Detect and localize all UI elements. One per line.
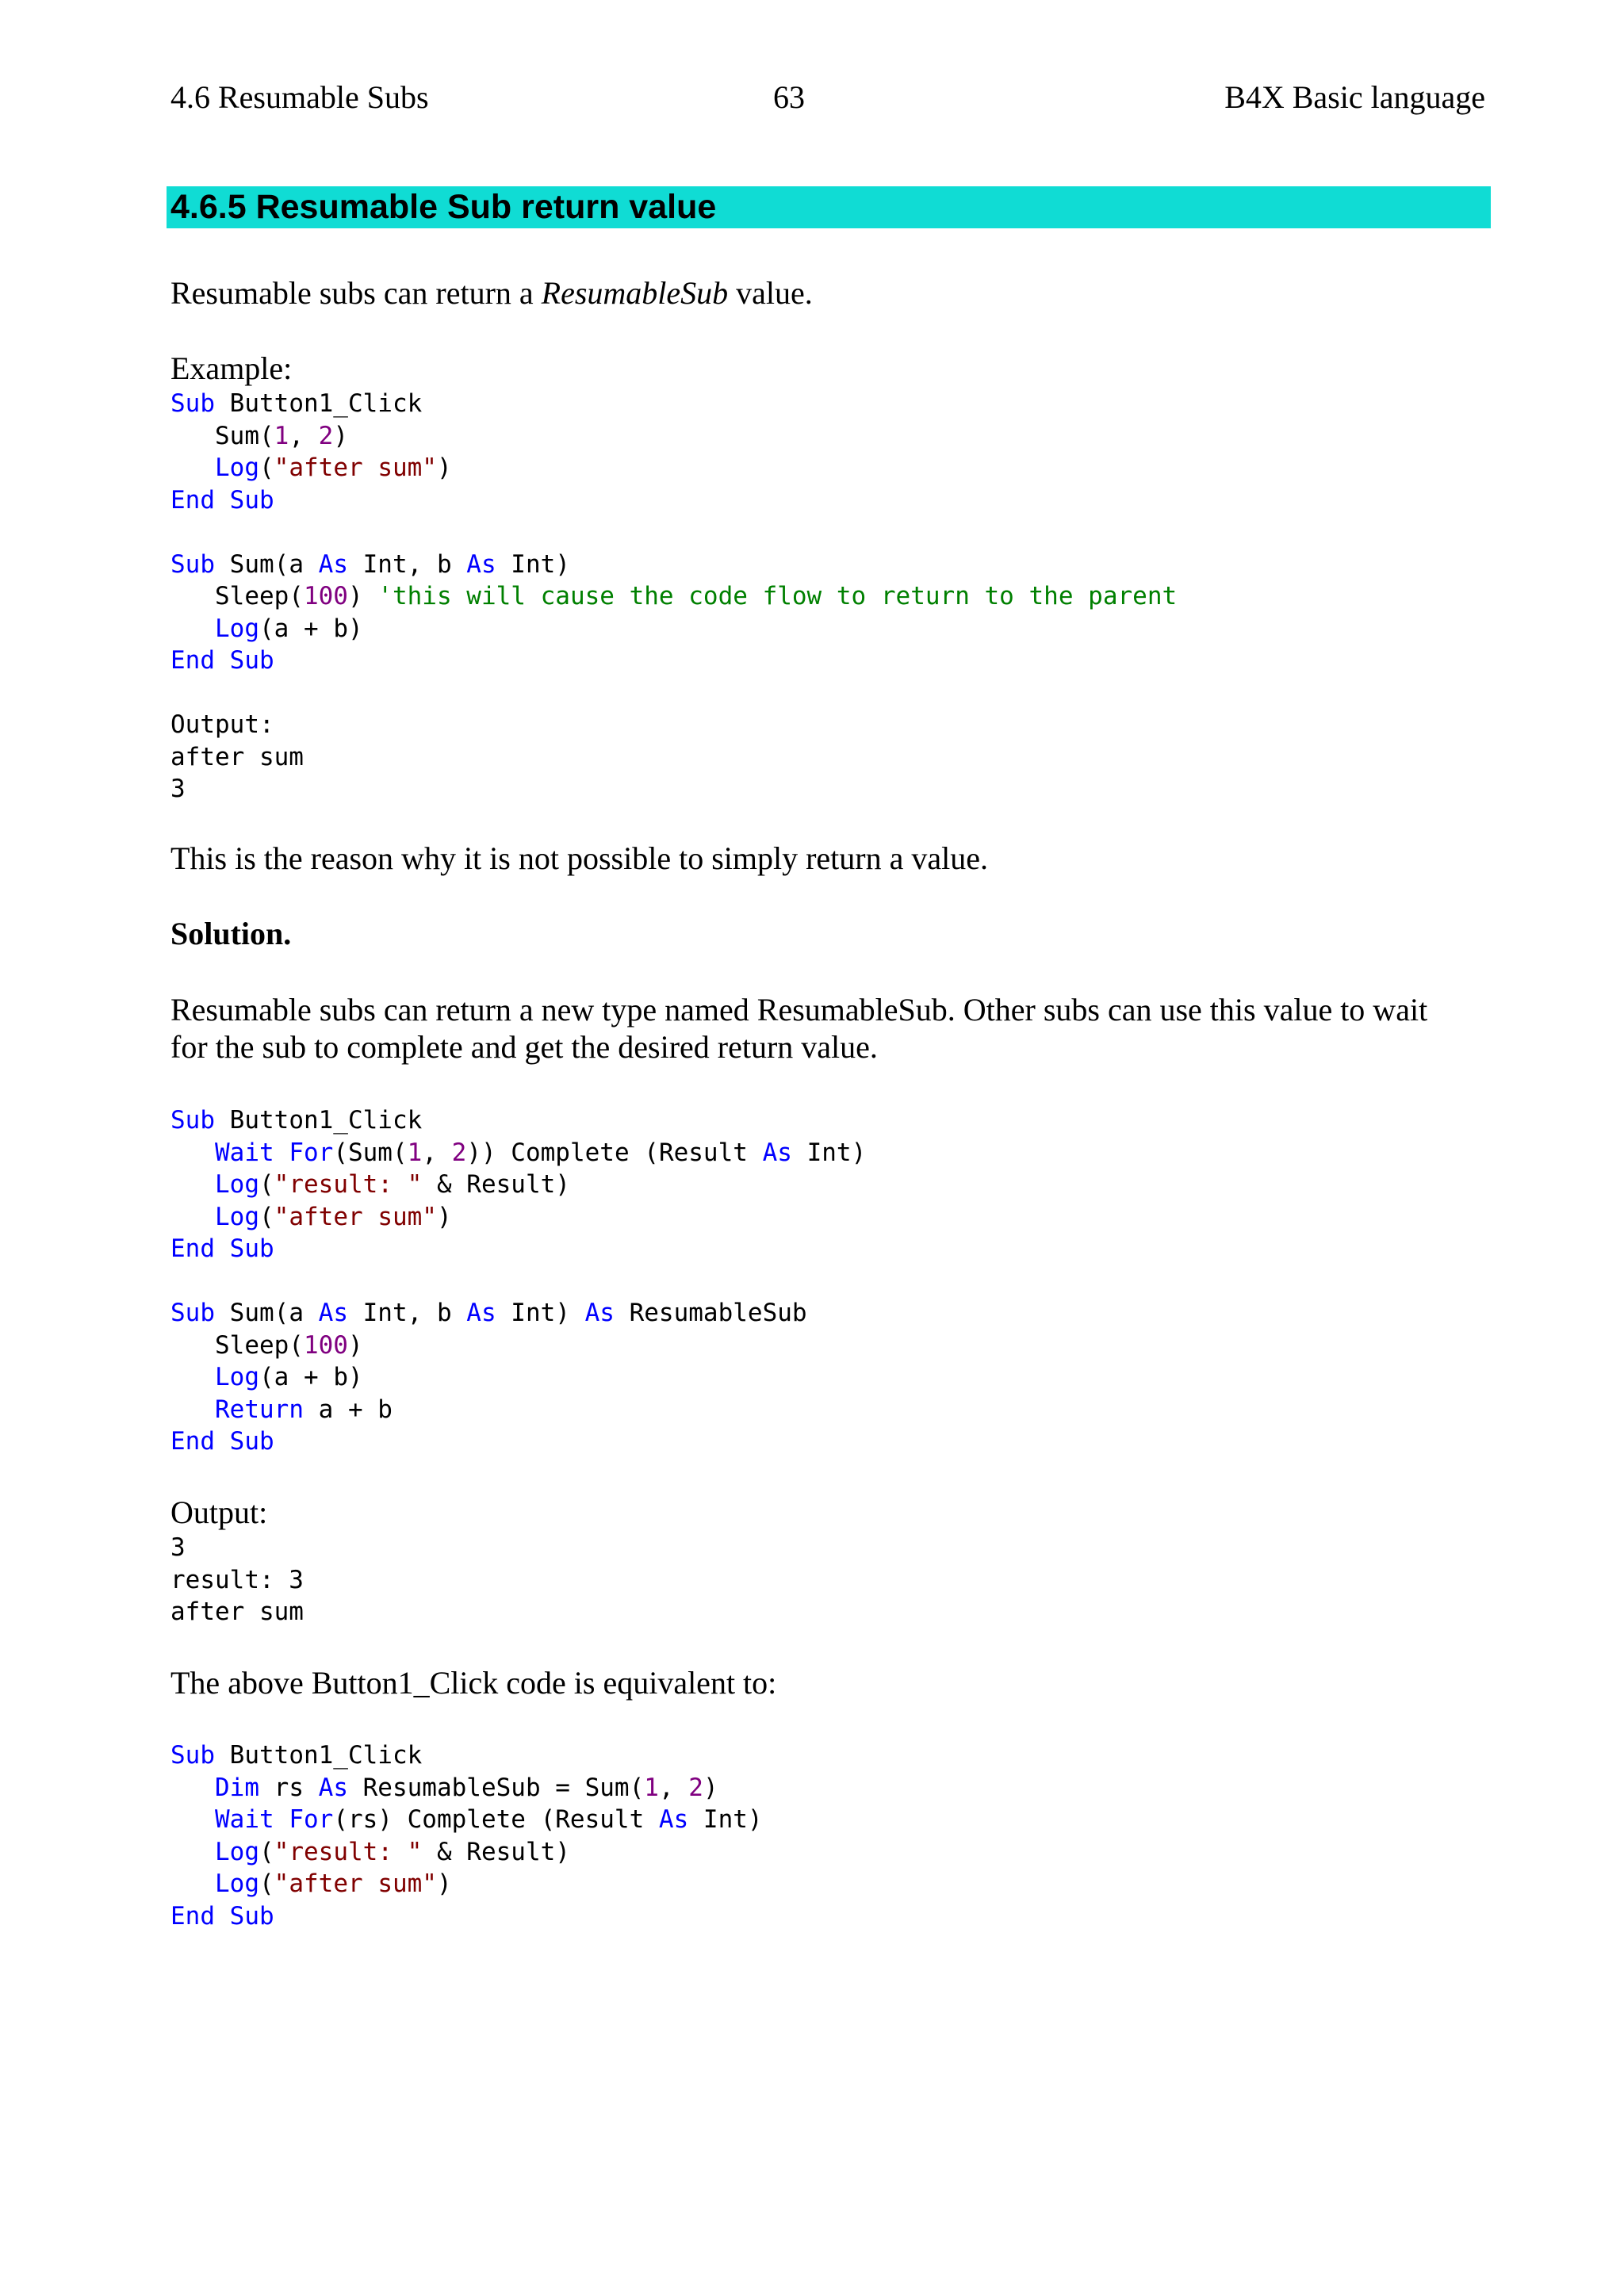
code-token: after sum (170, 742, 304, 771)
code-line (170, 420, 1177, 453)
code-token (170, 1170, 215, 1199)
code-token: 1 (407, 1138, 423, 1167)
code-token: (rs) Complete (Result (333, 1805, 659, 1834)
code-line (170, 549, 1177, 581)
code-line (170, 1104, 866, 1137)
section-heading-bar (167, 186, 1491, 228)
code-line (170, 741, 1177, 774)
code-token: Log (215, 1363, 259, 1391)
code-token: As (318, 1773, 348, 1802)
code-token: Sum(a (215, 1299, 319, 1327)
code-token: End Sub (170, 485, 274, 515)
code-token: As (466, 549, 496, 579)
code-token: Log (215, 1869, 259, 1898)
intro-text-after: value. (728, 275, 813, 311)
code-line (170, 645, 1177, 677)
code-token: ) (703, 1773, 718, 1802)
code-line (170, 709, 1177, 741)
code-token: 'this will cause the code flow to return to the parent (377, 582, 1178, 610)
code-token: "after sum" (274, 1869, 437, 1898)
code-token: As (466, 1299, 496, 1327)
code-token: ) (436, 1202, 452, 1231)
code-token: ) (436, 1869, 452, 1898)
code-token: a + b (303, 1395, 393, 1424)
code-token: Button1_Click (215, 1106, 423, 1135)
code-token: Sub (170, 1106, 215, 1135)
code-line (170, 516, 1177, 549)
code-token: Sub (170, 1741, 215, 1770)
code-token: Output: (170, 710, 274, 739)
code-token (170, 1363, 215, 1391)
output-label: Output: (170, 1494, 268, 1530)
header-book-title: B4X Basic language (1224, 79, 1485, 115)
reason-paragraph: This is the reason why it is not possible to simply return a value. (170, 840, 988, 876)
code-line (170, 1900, 763, 1933)
code-token: ) (436, 453, 452, 482)
code-line (170, 677, 1177, 710)
code-token: ) (333, 421, 348, 450)
code-line (170, 388, 1177, 420)
page-number: 63 (773, 79, 805, 115)
code-line (170, 613, 1177, 645)
solution-paragraph-line2: for the sub to complete and get the desired return value. (170, 1029, 878, 1065)
code-line (170, 484, 1177, 517)
code-token: Int) (688, 1805, 763, 1834)
code-line (170, 1425, 866, 1458)
code-token: ( (259, 1837, 274, 1866)
code-line (170, 452, 1177, 484)
intro-paragraph (170, 274, 813, 312)
code-token: As (584, 1299, 615, 1327)
code-token (170, 1203, 215, 1231)
code-token: 1 (274, 421, 289, 450)
code-token: Button1_Click (215, 1741, 423, 1770)
code-token: Int) (791, 1138, 867, 1167)
code-token (170, 1774, 215, 1802)
code-token: Log (215, 453, 259, 482)
code-token: (Sum( (333, 1138, 408, 1167)
code-token: End Sub (170, 1427, 274, 1456)
code-token: As (318, 549, 348, 579)
code-token: Button1_Click (215, 389, 423, 418)
code-token: Log (215, 1837, 259, 1866)
code-token: As (762, 1138, 792, 1167)
code-token (170, 1838, 215, 1866)
code-token: Sleep( (170, 582, 304, 610)
code-token: ResumableSub (614, 1299, 807, 1327)
code-line (170, 1836, 763, 1869)
code-token: 100 (303, 582, 348, 610)
code-token (170, 453, 215, 482)
header-chapter: 4.6 Resumable Subs (170, 79, 429, 115)
code-token: & Result) (422, 1170, 570, 1199)
code-token: End Sub (170, 1234, 274, 1263)
code-token: 2 (688, 1773, 703, 1802)
code-token: 100 (303, 1330, 348, 1360)
code-token: result: 3 (170, 1565, 304, 1594)
solution-heading: Solution. (170, 916, 292, 951)
code-token: ) (347, 582, 378, 610)
code-token: Return (215, 1395, 304, 1424)
code-token: Sub (170, 1299, 215, 1327)
code-token: End Sub (170, 646, 274, 675)
code-line (170, 1233, 866, 1265)
code-token: ResumableSub = Sum( (347, 1773, 645, 1802)
code-token: Int) (496, 549, 570, 579)
code-token (170, 1138, 215, 1167)
code-line (170, 1532, 304, 1564)
code-block-example (170, 388, 1177, 806)
code-line (170, 1739, 763, 1772)
example-label: Example: (170, 350, 293, 386)
solution-paragraph-line1: Resumable subs can return a new type named ResumableSub. Other subs can use this value to wait (170, 992, 1428, 1027)
code-token: Int) (496, 1299, 585, 1327)
code-line (170, 1297, 866, 1330)
code-line (170, 1596, 304, 1628)
code-token: End Sub (170, 1901, 274, 1931)
code-token: ( (259, 453, 274, 482)
code-token: ( (259, 1202, 274, 1231)
code-token: 1 (644, 1773, 659, 1802)
code-token: "result: " (274, 1837, 423, 1866)
code-line (170, 1265, 866, 1298)
code-token: & Result) (422, 1837, 570, 1866)
code-token: , (422, 1138, 452, 1167)
code-token: after sum (170, 1598, 304, 1626)
code-line (170, 1868, 763, 1900)
code-token: "after sum" (274, 453, 437, 482)
code-line (170, 1772, 763, 1804)
code-block-equivalent (170, 1739, 763, 1932)
code-token: Sum( (170, 421, 274, 450)
code-line (170, 773, 1177, 806)
code-line (170, 1394, 866, 1426)
code-token: "after sum" (274, 1202, 437, 1231)
code-token: Log (215, 1170, 259, 1199)
code-block-output (170, 1532, 304, 1628)
code-token: )) Complete (Result (466, 1138, 763, 1167)
code-token: Wait For (215, 1138, 334, 1167)
code-token: As (318, 1299, 348, 1327)
code-token (170, 614, 215, 643)
code-line (170, 1361, 866, 1394)
code-token (170, 1805, 215, 1834)
code-token: ) (347, 1330, 363, 1360)
code-token (170, 1869, 215, 1898)
code-token: As (658, 1805, 689, 1834)
code-block-solution (170, 1104, 866, 1458)
code-token: (a + b) (259, 1363, 363, 1391)
code-line (170, 1330, 866, 1362)
equivalent-paragraph: The above Button1_Click code is equivalent to: (170, 1665, 777, 1701)
code-line (170, 580, 1177, 613)
code-token: ( (259, 1869, 274, 1898)
code-token: 3 (170, 775, 186, 803)
code-token: 2 (451, 1138, 467, 1167)
code-token: Int, b (347, 549, 467, 579)
code-line (170, 1137, 866, 1169)
code-token: , (289, 421, 319, 450)
code-token (170, 1395, 215, 1424)
code-token: Log (215, 1202, 259, 1231)
code-line (170, 1804, 763, 1836)
section-title: 4.6.5 Resumable Sub return value (170, 188, 717, 226)
intro-text-before: Resumable subs can return a (170, 275, 542, 311)
code-token: Sub (170, 549, 215, 579)
code-token: Dim (215, 1773, 259, 1802)
code-token: , (658, 1773, 689, 1802)
code-token: "result: " (274, 1170, 423, 1199)
intro-emphasis: ResumableSub (541, 275, 729, 311)
code-token: (a + b) (259, 614, 363, 643)
code-line (170, 1564, 304, 1597)
code-line (170, 1201, 866, 1234)
code-token: Int, b (347, 1299, 467, 1327)
code-token: Sleep( (170, 1330, 304, 1360)
code-token: ( (259, 1170, 274, 1199)
code-token: Log (215, 614, 259, 643)
code-token: rs (259, 1773, 319, 1802)
code-line (170, 1169, 866, 1201)
code-token: 3 (170, 1533, 186, 1562)
code-token: Wait For (215, 1805, 334, 1834)
code-token: 2 (318, 421, 334, 450)
code-token: Sum(a (215, 549, 319, 579)
code-token: Sub (170, 389, 215, 418)
